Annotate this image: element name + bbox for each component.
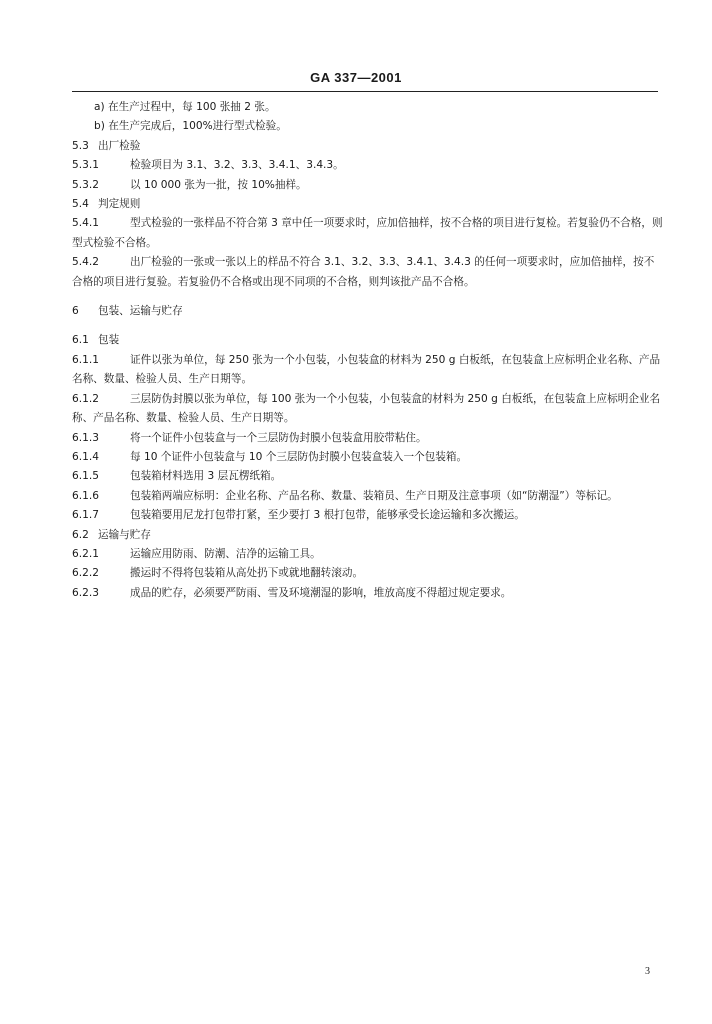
clause-number: 6.1.4 <box>72 450 99 463</box>
clause-6-2-1 <box>72 545 664 564</box>
section-title: 判定规则 <box>98 198 141 211</box>
clause-text: 以 10 000 张为一批，按 10%抽样。 <box>130 178 307 191</box>
clause-5-4-1 <box>72 214 664 253</box>
clause-number: 5.3.2 <box>72 178 99 191</box>
page-number: 3 <box>645 966 650 977</box>
section-5-4 <box>72 195 664 214</box>
clause-6-1-2 <box>72 390 664 429</box>
clause-text: 包装箱两端应标明：企业名称、产品名称、数量、装箱员、生产日期及注意事项（如“防潮湿”）等标记。 <box>130 489 618 502</box>
clause-number: 6.2.2 <box>72 567 99 580</box>
clause-text: 包装箱材料选用 3 层瓦楞纸箱。 <box>130 470 282 483</box>
clause-6-1-7 <box>72 506 664 525</box>
clause-text: 证件以张为单位，每 250 张为一个小包装，小包装盒的材料为 250 g 白板纸，在包装盒上应标明企业名称、产品名称、数量、检验人员、生产日期等。 <box>72 353 661 386</box>
clause-number: 6.1.3 <box>72 431 99 444</box>
clause-number: 6.2.1 <box>72 547 99 560</box>
clause-6-1-3 <box>72 429 664 448</box>
header-divider <box>72 91 658 92</box>
clause-text: 型式检验的一张样品不符合第 3 章中任一项要求时，应加倍抽样，按不合格的项目进行复检。若复验仍不合格，则型式检验不合格。 <box>72 217 663 249</box>
section-number: 6.1 <box>72 334 89 347</box>
clause-6-2-2 <box>72 564 664 583</box>
section-title: 运输与贮存 <box>98 528 151 541</box>
item-a: a) 在生产过程中，每 100 张抽 2 张。 <box>94 101 276 113</box>
clause-5-3-2 <box>72 176 664 195</box>
chapter-number: 6 <box>72 305 79 318</box>
section-5-3 <box>72 137 664 156</box>
clause-text: 三层防伪封膜以张为单位，每 100 张为一个小包装，小包装盒的材料为 250 g 白板纸，在包装盒上应标明企业名称、产品名称、数量、检验人员、生产日期等。 <box>72 392 661 425</box>
clause-number: 5.3.1 <box>72 159 99 172</box>
standard-code-header: GA 337—2001 <box>310 70 402 85</box>
section-number: 6.2 <box>72 528 89 541</box>
section-6-1 <box>72 331 664 350</box>
section-number: 5.3 <box>72 139 89 152</box>
clause-text: 搬运时不得将包装箱从高处扔下或就地翻转滚动。 <box>130 567 364 580</box>
clause-6-1-6 <box>72 487 664 506</box>
chapter-title: 包装、运输与贮存 <box>98 305 183 318</box>
clause-number: 6.1.2 <box>72 392 99 405</box>
item-b: b) 在生产完成后，100%进行型式检验。 <box>94 120 287 133</box>
chapter-6-heading <box>72 302 664 321</box>
clause-text: 检验项目为 3.1、3.2、3.3、3.4.1、3.4.3。 <box>130 159 344 172</box>
section-title: 出厂检验 <box>98 139 141 152</box>
document-body <box>72 98 664 603</box>
clause-text: 包装箱要用尼龙打包带打紧，至少要打 3 根打包带，能够承受长途运输和多次搬运。 <box>130 509 525 522</box>
clause-6-1-5 <box>72 467 664 486</box>
clause-number: 5.4.1 <box>72 217 99 230</box>
clause-number: 6.1.7 <box>72 509 99 522</box>
section-6-2 <box>72 526 664 545</box>
clause-text: 将一个证件小包装盒与一个三层防伪封膜小包装盒用胶带粘住。 <box>130 431 427 444</box>
clause-text: 每 10 个证件小包装盒与 10 个三层防伪封膜小包装盒装入一个包装箱。 <box>130 450 468 463</box>
clause-6-1-1 <box>72 351 664 390</box>
clause-text: 出厂检验的一张或一张以上的样品不符合 3.1、3.2、3.3、3.4.1、3.4.3 的任何一项要求时，应加倍抽样，按不合格的项目进行复验。若复验仍不合格或出现不同项的不合格，则判该批产品不合格。 <box>72 256 655 288</box>
clause-number: 6.1.6 <box>72 489 99 502</box>
section-number: 5.4 <box>72 198 89 211</box>
clause-number: 6.1.1 <box>72 353 99 366</box>
clause-number: 6.2.3 <box>72 586 99 599</box>
clause-number: 5.4.2 <box>72 256 99 269</box>
clause-6-1-4 <box>72 448 664 467</box>
clause-5-3-1 <box>72 156 664 175</box>
clause-text: 运输应用防雨、防潮、洁净的运输工具。 <box>130 547 321 560</box>
clause-6-2-3 <box>72 584 664 603</box>
clause-5-4-2 <box>72 253 664 292</box>
clause-text: 成品的贮存，必须要严防雨、雪及环境潮湿的影响，堆放高度不得超过规定要求。 <box>130 586 512 599</box>
section-title: 包装 <box>98 334 120 347</box>
clause-number: 6.1.5 <box>72 470 99 483</box>
